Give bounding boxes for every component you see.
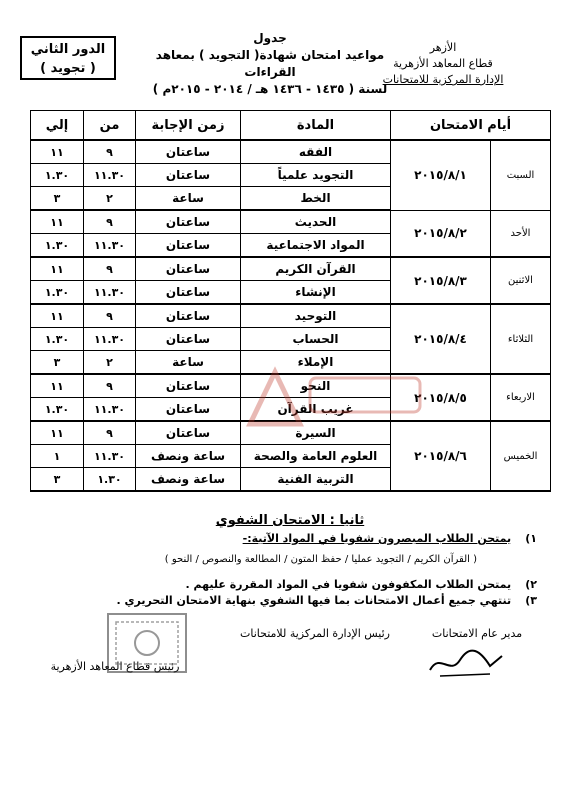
document-title xyxy=(140,30,400,98)
to-cell: ١.٣٠ xyxy=(31,281,84,305)
to-cell: ١١ xyxy=(31,210,84,234)
from-cell: ٩ xyxy=(84,374,136,398)
duration-cell: ساعتان xyxy=(136,398,241,422)
duration-cell: ساعتان xyxy=(136,234,241,258)
org-line-3: الإدارة المركزية للامتحانات xyxy=(382,73,504,86)
day-cell: الأحد xyxy=(491,210,551,257)
oral-exam-title: ثانيا : الامتحان الشفوي xyxy=(215,513,365,528)
from-cell: ١١.٣٠ xyxy=(84,445,136,468)
from-cell: ٩ xyxy=(84,210,136,234)
oral-item-number: ٣) xyxy=(525,594,537,607)
handwritten-signature xyxy=(420,642,510,682)
round-label: الدور الثاني xyxy=(30,42,106,57)
day-cell: الاثنين xyxy=(491,257,551,304)
official-stamp xyxy=(102,608,192,678)
subject-cell: الحديث xyxy=(241,210,391,234)
to-cell: ١١ xyxy=(31,140,84,164)
to-cell: ١.٣٠ xyxy=(31,398,84,422)
duration-cell: ساعتان xyxy=(136,257,241,281)
duration-cell: ساعة xyxy=(136,351,241,375)
subject-cell: الإملاء xyxy=(241,351,391,375)
title-line-3: لسنة ( ١٤٣٥ - ١٤٣٦ هـ / ٢٠١٤ - ٢٠١٥م ) xyxy=(152,82,388,96)
subject-cell: العلوم العامة والصحة xyxy=(241,445,391,468)
date-cell: ٢٠١٥/٨/٣ xyxy=(391,257,491,304)
subject-cell: التوحيد xyxy=(241,304,391,328)
from-cell: ٩ xyxy=(84,304,136,328)
to-cell: ١١ xyxy=(31,257,84,281)
date-cell: ٢٠١٥/٨/٢ xyxy=(391,210,491,257)
title-line-1: جدول xyxy=(253,31,287,45)
header-duration: زمن الإجابة xyxy=(136,111,241,141)
subject-cell: التربية الفنية xyxy=(241,468,391,492)
subject-cell: الفقه xyxy=(241,140,391,164)
day-cell: السبت xyxy=(491,140,551,210)
to-cell: ١١ xyxy=(31,304,84,328)
round-type: ( تجويد ) xyxy=(40,61,96,76)
subject-cell: القرآن الكريم xyxy=(241,257,391,281)
table-row xyxy=(31,140,551,164)
subject-cell: التجويد علمياً xyxy=(241,164,391,187)
from-cell: ١١.٣٠ xyxy=(84,328,136,351)
date-cell: ٢٠١٥/٨/٤ xyxy=(391,304,491,374)
oral-item-1 xyxy=(37,532,537,545)
to-cell: ٣ xyxy=(31,468,84,492)
to-cell: ٣ xyxy=(31,351,84,375)
oral-item-number: ١) xyxy=(525,532,537,545)
day-cell: الثلاثاء xyxy=(491,304,551,374)
round-box xyxy=(20,36,116,80)
day-cell: الخميس xyxy=(491,421,551,491)
from-cell: ٩ xyxy=(84,421,136,445)
duration-cell: ساعة ونصف xyxy=(136,445,241,468)
from-cell: ١١.٣٠ xyxy=(84,398,136,422)
duration-cell: ساعتان xyxy=(136,421,241,445)
to-cell: ١ xyxy=(31,445,84,468)
title-line-2: مواعيد امتحان شهادة( التجويد ) بمعاهد القراءات xyxy=(155,48,385,79)
duration-cell: ساعة ونصف xyxy=(136,468,241,492)
from-cell: ٩ xyxy=(84,257,136,281)
duration-cell: ساعتان xyxy=(136,281,241,305)
org-line-1: الأزهر xyxy=(429,41,457,54)
watermark-logo xyxy=(220,364,430,430)
subject-cell: الإنشاء xyxy=(241,281,391,305)
duration-cell: ساعتان xyxy=(136,328,241,351)
oral-item-text: تنتهي جميع أعمال الامتحانات بما فيها الشفوي بنهاية الامتحان التحريري . xyxy=(116,594,512,607)
signature-sector-head: رئيس قطاع المعاهد الأزهرية xyxy=(50,660,180,673)
subject-cell: النحو xyxy=(241,374,391,398)
schedule-table xyxy=(30,110,551,492)
to-cell: ٣ xyxy=(31,187,84,211)
duration-cell: ساعتان xyxy=(136,164,241,187)
table-row xyxy=(31,304,551,328)
header-subject: المادة xyxy=(241,111,391,141)
subject-cell: غريب القرآن xyxy=(241,398,391,422)
from-cell: ٩ xyxy=(84,140,136,164)
signature-exams-director: مدير عام الامتحانات xyxy=(431,627,523,640)
to-cell: ١.٣٠ xyxy=(31,164,84,187)
subject-cell: المواد الاجتماعية xyxy=(241,234,391,258)
to-cell: ١.٣٠ xyxy=(31,328,84,351)
from-cell: ١١.٣٠ xyxy=(84,234,136,258)
table-row xyxy=(31,257,551,281)
table-row xyxy=(31,210,551,234)
table-header-row xyxy=(31,111,551,141)
duration-cell: ساعة xyxy=(136,187,241,211)
date-cell: ٢٠١٥/٨/٥ xyxy=(391,374,491,421)
to-cell: ١١ xyxy=(31,374,84,398)
oral-item-2 xyxy=(37,578,537,591)
header-days: أيام الامتحان xyxy=(391,111,551,141)
to-cell: ١.٣٠ xyxy=(31,234,84,258)
subject-cell: الخط xyxy=(241,187,391,211)
duration-cell: ساعتان xyxy=(136,374,241,398)
from-cell: ١١.٣٠ xyxy=(84,281,136,305)
subject-cell: السيرة xyxy=(241,421,391,445)
date-cell: ٢٠١٥/٨/١ xyxy=(391,140,491,210)
duration-cell: ساعتان xyxy=(136,304,241,328)
day-cell: الاربعاء xyxy=(491,374,551,421)
oral-item-number: ٢) xyxy=(525,578,537,591)
duration-cell: ساعتان xyxy=(136,210,241,234)
from-cell: ٢ xyxy=(84,187,136,211)
oral-subjects-note: ( القرآن الكريم / التجويد عمليا / حفظ المتون / المطالعة والنصوص / النحو ) xyxy=(164,554,477,565)
date-cell: ٢٠١٥/٨/٦ xyxy=(391,421,491,491)
org-line-2: قطاع المعاهد الأزهرية xyxy=(393,57,493,70)
from-cell: ٢ xyxy=(84,351,136,375)
subject-cell: الحساب xyxy=(241,328,391,351)
oral-item-text: يمتحن الطلاب المبصرون شفويا في المواد الآتية:- xyxy=(242,532,512,545)
oral-item-3 xyxy=(37,594,537,607)
from-cell: ١.٣٠ xyxy=(84,468,136,492)
to-cell: ١١ xyxy=(31,421,84,445)
from-cell: ١١.٣٠ xyxy=(84,164,136,187)
header-to: إلي xyxy=(31,111,84,141)
header-from: من xyxy=(84,111,136,141)
duration-cell: ساعتان xyxy=(136,140,241,164)
signature-central-admin-head: رئيس الإدارة المركزية للامتحانات xyxy=(239,627,390,640)
oral-item-text: يمتحن الطلاب المكفوفون شفويا في المواد المقررة عليهم . xyxy=(185,578,512,591)
